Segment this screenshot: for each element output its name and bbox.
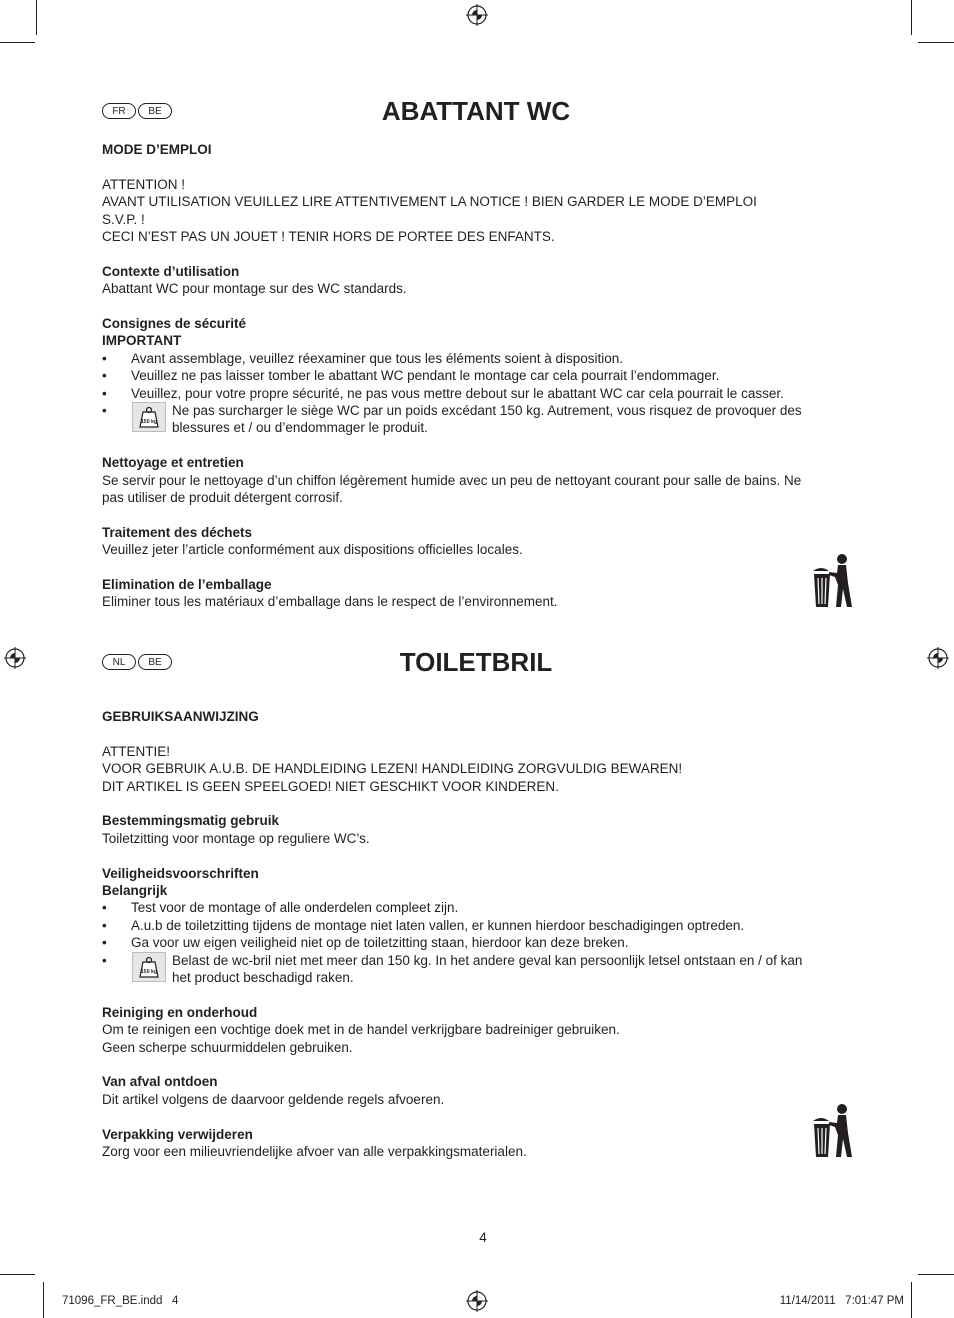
registration-mark-icon — [927, 647, 949, 669]
packaging-heading: Elimination de l’emballage — [102, 577, 272, 593]
language-badges-nl — [102, 654, 172, 670]
cleaning-line: pas utiliser de produit détergent corrosif. — [102, 490, 343, 506]
list-item-weight-warning — [102, 402, 862, 437]
crop-mark — [0, 1274, 35, 1275]
attention-line: ATTENTIE! — [102, 743, 171, 759]
list-item — [102, 350, 862, 367]
safety-heading: Consignes de sécurité — [102, 316, 247, 332]
recycle-bin-icon — [811, 1103, 853, 1159]
cleaning-line: Om te reinigen een vochtige doek met in de handel verkrijgbare badreiniger gebruiken. — [102, 1022, 620, 1038]
waste-heading: Van afval ontdoen — [102, 1074, 218, 1090]
language-badge: NL — [102, 654, 136, 670]
list-item-text: Veuillez, pour votre propre sécurité, ne pas vous mettre debout sur le abattant WC car cela pourrait le casser. — [131, 385, 784, 401]
attention-line: DIT ARTIKEL IS GEEN SPEELGOED! NIET GESCHIKT VOOR KINDEREN. — [102, 778, 559, 794]
page-number: 4 — [479, 1230, 487, 1245]
context-heading: Bestemmingsmatig gebruik — [102, 813, 280, 829]
list-item — [102, 917, 862, 934]
bullet: • — [102, 403, 107, 419]
attention-line: S.V.P. ! — [102, 211, 145, 227]
section-body-nl — [102, 708, 862, 1160]
section-title-nl: TOILETBRIL — [399, 647, 553, 677]
cleaning-heading: Nettoyage et entretien — [102, 455, 244, 471]
bullet: • — [102, 917, 107, 933]
crop-mark — [911, 1282, 912, 1318]
crop-mark — [911, 0, 912, 35]
cleaning-line: Geen scherpe schuurmiddelen gebruiken. — [102, 1039, 353, 1055]
cleaning-line: Se servir pour le nettoyage d’un chiffon légèrement humide avec un peu de nettoyant courant pour salle de bains. Ne — [102, 472, 802, 488]
list-item-text: Veuillez ne pas laisser tomber le abattant WC pendant le montage car cela pourrait l’endommager. — [131, 368, 720, 384]
list-item-text: Test voor de montage of alle onderdelen compleet zijn. — [131, 900, 459, 916]
weight-warning-line: het product beschadigd raken. — [172, 970, 354, 986]
context-text: Toiletzitting voor montage op reguliere WC’s. — [102, 830, 370, 846]
bullet: • — [102, 900, 107, 916]
waste-text: Dit artikel volgens de daarvoor geldende regels afvoeren. — [102, 1091, 445, 1107]
weight-warning-line: Belast de wc-bril niet met meer dan 150 kg. In het andere geval kan persoonlijk letsel ontstaan en / of kan — [172, 952, 803, 968]
weight-warning-line: blessures et / ou d’endommager le produit. — [172, 420, 428, 436]
packaging-heading: Verpakking verwijderen — [102, 1126, 253, 1142]
registration-mark-icon — [466, 4, 488, 26]
context-text: Abattant WC pour montage sur des WC standards. — [102, 281, 407, 297]
packaging-text: Zorg voor een milieuvriendelijke afvoer van alle verpakkingsmaterialen. — [102, 1144, 527, 1160]
weight-limit-icon — [132, 402, 166, 432]
recycle-bin-icon — [811, 553, 853, 609]
registration-mark-icon — [4, 647, 26, 669]
weight-icon-label: 150 kg — [140, 968, 158, 975]
bullet: • — [102, 350, 107, 366]
weight-icon-label: 150 kg — [140, 419, 158, 426]
safety-heading: Veiligheidsvoorschriften — [102, 865, 259, 881]
registration-mark-icon — [466, 1290, 488, 1312]
section-title-fr: ABATTANT WC — [381, 96, 571, 126]
list-item — [102, 385, 862, 402]
crop-mark — [0, 42, 35, 43]
packaging-text: Eliminer tous les matériaux d’emballage dans le respect de l’environnement. — [102, 594, 558, 610]
language-badge: FR — [102, 103, 136, 119]
safety-subheading: Belangrijk — [102, 883, 168, 899]
language-badge: BE — [138, 103, 172, 119]
language-badges-fr — [102, 103, 172, 119]
attention-line: VOOR GEBRUIK A.U.B. DE HANDLEIDING LEZEN! HANDLEIDING ZORGVULDIG BEWAREN! — [102, 761, 683, 777]
bullet: • — [102, 385, 107, 401]
language-badge: BE — [138, 654, 172, 670]
waste-text: Veuillez jeter l’article conformément aux dispositions officielles locales. — [102, 542, 523, 558]
bullet: • — [102, 935, 107, 951]
mode-heading: MODE D’EMPLOI — [102, 142, 212, 157]
bullet: • — [102, 952, 107, 968]
list-item-text: Ga voor uw eigen veiligheid niet op de toiletzitting staan, hierdoor kan deze breken. — [131, 935, 629, 951]
cleaning-heading: Reiniging en onderhoud — [102, 1004, 258, 1020]
section-body-fr — [102, 141, 862, 611]
crop-mark — [43, 1282, 44, 1318]
footer-timestamp: 11/14/2011 7:01:47 PM — [779, 1295, 904, 1307]
context-heading: Contexte d’utilisation — [102, 263, 240, 279]
list-item — [102, 899, 862, 916]
list-item — [102, 934, 862, 951]
weight-limit-icon — [132, 952, 166, 982]
crop-mark — [918, 42, 954, 43]
attention-line: AVANT UTILISATION VEUILLEZ LIRE ATTENTIVEMENT LA NOTICE ! BIEN GARDER LE MODE D’EMPLOI — [102, 194, 757, 210]
attention-line: ATTENTION ! — [102, 176, 185, 192]
bullet: • — [102, 368, 107, 384]
list-item-text: A.u.b de toiletzitting tijdens de montage niet laten vallen, er kunnen hierdoor beschadigingen optreden. — [131, 917, 745, 933]
list-item — [102, 367, 862, 384]
crop-mark — [36, 0, 37, 35]
weight-warning-line: Ne pas surcharger le siège WC par un poids excédant 150 kg. Autrement, vous risquez de provoquer des — [172, 403, 802, 419]
waste-heading: Traitement des déchets — [102, 524, 253, 540]
list-item-text: Avant assemblage, veuillez réexaminer que tous les éléments soient à disposition. — [131, 350, 624, 366]
mode-heading: GEBRUIKSAANWIJZING — [102, 709, 259, 724]
safety-subheading: IMPORTANT — [102, 333, 182, 349]
attention-line: CECI N’EST PAS UN JOUET ! TENIR HORS DE PORTEE DES ENFANTS. — [102, 229, 555, 245]
crop-mark — [918, 1274, 954, 1275]
footer-file-info: 71096_FR_BE.indd 4 — [62, 1295, 179, 1307]
list-item-weight-warning — [102, 952, 862, 987]
